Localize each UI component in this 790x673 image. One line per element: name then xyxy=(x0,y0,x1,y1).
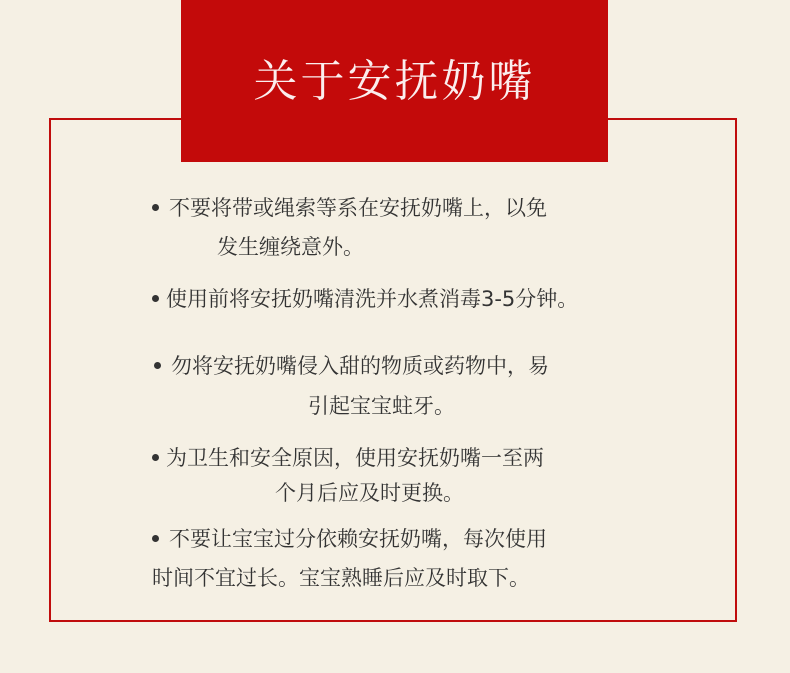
bullet-dot-icon xyxy=(154,362,161,369)
note-text: 勿将安抚奶嘴侵入甜的物质或药物中，易 xyxy=(171,354,549,378)
note-item xyxy=(152,284,578,314)
note-text: 为卫生和安全原因，使用安抚奶嘴一至两 xyxy=(166,446,544,470)
title-banner xyxy=(181,0,608,162)
note-item-continuation: 时间不宜过长。宝宝熟睡后应及时取下。 xyxy=(152,566,530,590)
note-item-continuation: 发生缠绕意外。 xyxy=(217,235,364,259)
note-item-continuation: 引起宝宝蛀牙。 xyxy=(308,394,455,418)
bullet-dot-icon xyxy=(152,454,159,461)
page-title: 关于安抚奶嘴 xyxy=(253,56,536,107)
note-item xyxy=(152,193,547,223)
bullet-dot-icon xyxy=(152,204,159,211)
bullet-dot-icon xyxy=(152,295,159,302)
note-item xyxy=(152,524,547,554)
note-text: 不要让宝宝过分依赖安抚奶嘴，每次使用 xyxy=(169,527,547,551)
note-item xyxy=(154,351,549,381)
note-item xyxy=(152,443,544,473)
bullet-dot-icon xyxy=(152,535,159,542)
note-text: 不要将带或绳索等系在安抚奶嘴上，以免 xyxy=(169,196,547,220)
note-item-continuation: 个月后应及时更换。 xyxy=(275,481,464,505)
note-text: 使用前将安抚奶嘴清洗并水煮消毒3-5分钟。 xyxy=(166,287,579,311)
